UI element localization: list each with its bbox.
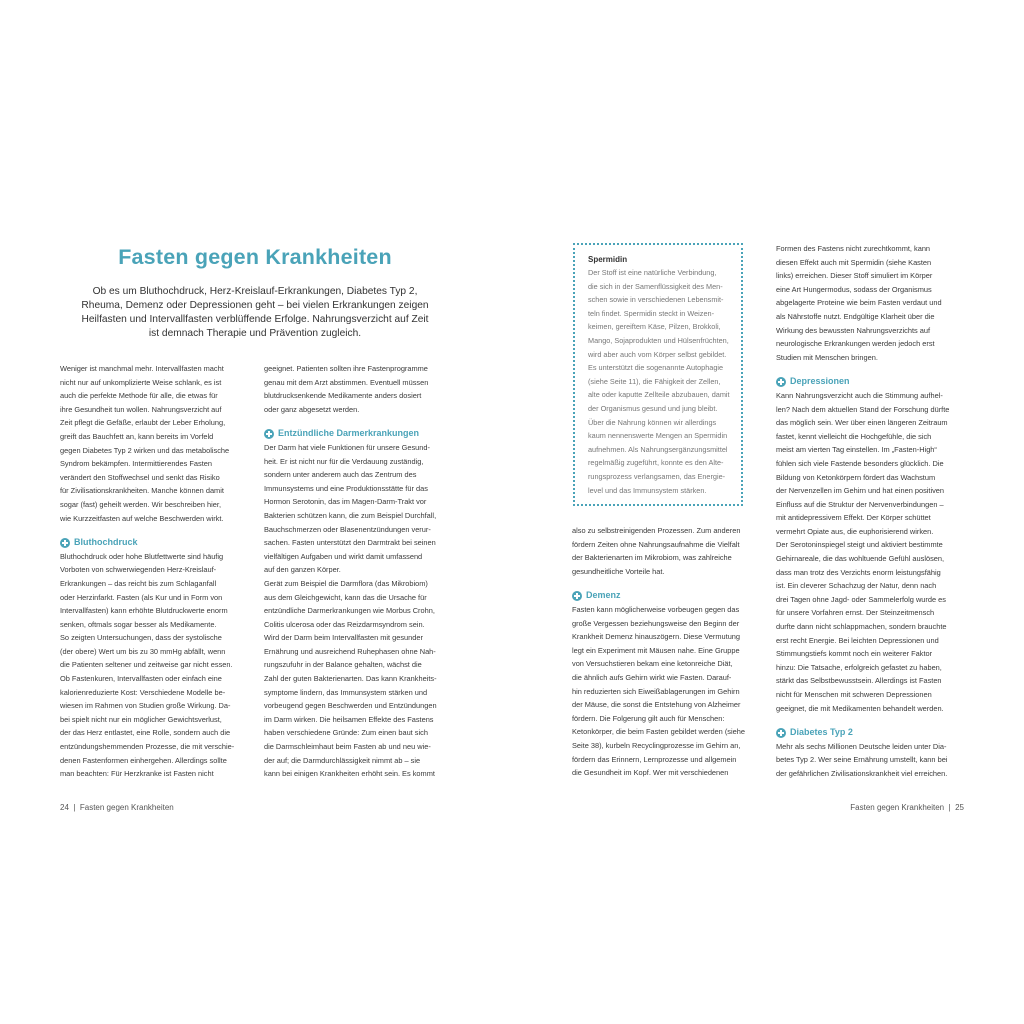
text-line: als Nährstoffe nutzt. Endgültige Klarheit über die: [776, 311, 935, 321]
text-line: der auf; die Darmdurchlässigkeit nimmt ab – sie: [264, 755, 421, 765]
info-box-line: Mango, Sojaprodukten und Hülsenfrüchten,: [588, 335, 729, 345]
text-line: So zeigten Untersuchungen, dass der systolische: [60, 633, 222, 643]
text-line: denen Fastenformen einhergehen. Allerdings sollte: [60, 755, 227, 765]
text-line: entzündliche Darmerkrankungen wie Morbus Crohn,: [264, 606, 435, 616]
info-box-line: keimen, gereiftem Käse, Pilzen, Brokkoli,: [588, 322, 721, 332]
text-line: vermehrt Opiate aus, die euphorisierend wirken.: [776, 526, 934, 536]
heading-label: Bluthochdruck: [74, 537, 138, 548]
text-line: also zu selbstreinigenden Prozessen. Zum anderen: [572, 526, 741, 535]
text-line: abgelagerte Proteine wie beim Fasten verdaut und: [776, 298, 942, 308]
text-line: Einfluss auf die Struktur der Nervenverbindungen –: [776, 499, 944, 509]
text-line: nicht für Menschen mit schweren Depressionen: [776, 690, 932, 699]
column-4: [776, 242, 963, 781]
text-line: Formen des Fastens nicht zurechtkommt, kann: [776, 244, 931, 253]
text-line: der Bakterienarten im Mikrobiom, was zahlreiche: [572, 553, 732, 563]
text-line: fastet, kennt vielleicht die Hochgefühle, die sich: [776, 431, 932, 441]
text-line: Weniger ist manchmal mehr. Intervallfasten macht: [60, 364, 224, 373]
text-line: Kann Nahrungsverzicht auch die Stimmung aufhel-: [776, 390, 943, 400]
text-line: Studien mit Menschen bringen.: [776, 352, 878, 362]
info-box-line: teln findet. Spermidin steckt in Weizen-: [588, 308, 714, 318]
text-line: Immunsystems und eine Produktionsstätte für das: [264, 483, 428, 493]
text-line: wiesen im Rahmen von Studien große Wirkung. Da-: [60, 701, 231, 711]
intro-line: Ob es um Bluthochdruck, Herz-Kreislauf-Erkrankungen, Diabetes Typ 2,: [92, 286, 418, 297]
text-line: mit antidepressivem Effekt. Der Körper schüttet: [776, 513, 931, 523]
text-line: sachen. Fasten unterstützt den Darmtrakt bei seinen: [264, 538, 436, 548]
footer-right-folio: Fasten gegen Krankheiten | 25: [850, 803, 964, 812]
text-line: verändert den Stoffwechsel und senkt das Risiko: [60, 472, 220, 482]
text-line: Fasten kann möglicherweise vorbeugen gegen das: [572, 604, 740, 614]
text-line: für unsere Vorfahren ernst. Der Steinzeitmensch: [776, 608, 935, 618]
col4-body2-text: [776, 740, 963, 781]
info-box-line: aufnehmen. Als Nahrungsergänzungsmittel: [588, 444, 728, 454]
text-line: rungszufuhr in der Balance gehalten, wächst die: [264, 660, 422, 670]
intro-line: Rheuma, Demenz oder Depressionen geht – bei vielen Erkrankungen zeigen: [81, 300, 429, 311]
text-line: senken, oftmals sogar besser als Medikamente.: [60, 619, 217, 629]
text-line: geeignet. Patienten sollten ihre Fastenprogramme: [264, 364, 428, 373]
plus-circle-icon: [60, 538, 70, 548]
footer-left-folio: 24 | Fasten gegen Krankheiten: [60, 803, 174, 812]
text-line: dass man trotz des Verzichts enorm leistungsfähig: [776, 567, 941, 577]
info-box-line: level und das Immunsystem stärken.: [588, 485, 707, 495]
text-line: eine Art Hungermodus, sodass der Organismus: [776, 284, 932, 294]
info-box-line: schen sowie in verschiedenen Lebensmit-: [588, 295, 724, 305]
info-box-line: kaum nennenswerte Mengen an Spermidin: [588, 431, 728, 441]
col4-top-text: [776, 242, 963, 364]
text-line: Gerät zum Beispiel die Darmflora (das Mikrobiom): [264, 578, 428, 588]
text-line: erst recht Energie. Bei leichten Depressionen und: [776, 635, 939, 645]
text-line: hinzu: Die Tatsache, erfolgreich gefastet zu haben,: [776, 662, 942, 672]
section-heading-depressionen: [776, 375, 963, 389]
text-line: diesen Effekt auch mit Spermidin (siehe Kasten: [776, 257, 932, 267]
text-line: nicht nur auf unkomplizierte Weise schlank, es ist: [60, 377, 222, 387]
text-line: durfte dann nicht schlappmachen, sondern brauchte: [776, 622, 947, 632]
text-line: Der Serotoninspiegel steigt und aktiviert bestimmte: [776, 540, 943, 550]
text-line: fördern das Erinnern, Lernprozesse und allgemein: [572, 754, 737, 764]
heading-label: Depressionen: [790, 376, 850, 387]
col4-body1-text: [776, 389, 963, 715]
text-line: oder Herzinfarkt. Fasten (als Kur und in Form von: [60, 592, 223, 602]
plus-circle-icon: [572, 591, 582, 601]
text-line: symptome lindern, das Immunsystem stärken und: [264, 687, 428, 697]
info-box-line: wird aber auch vom Körper selbst gebildet.: [588, 349, 727, 359]
text-line: die Gesundheit im Kopf. Wer mit verschiedenen: [572, 768, 729, 778]
text-line: Intervallfasten) kann erhöhte Blutdruckwerte enorm: [60, 606, 228, 616]
text-line: legt ein Experiment mit Mäusen nahe. Eine Gruppe: [572, 645, 740, 655]
col2-body-text: [264, 441, 451, 781]
column-2: [264, 362, 451, 781]
heading-label: Diabetes Typ 2: [790, 727, 853, 738]
text-line: fördern Zeiten ohne Nahrungsaufnahme die Vielfalt: [572, 539, 740, 549]
section-heading-bluthochdruck: [60, 536, 247, 550]
text-line: links) erreichen. Dieser Stoff simuliert im Körper: [776, 271, 933, 281]
col1-body-text: [60, 550, 247, 781]
text-line: gegen Diabetes Typ 2 wirken und das metabolische: [60, 445, 230, 455]
page-title: Fasten gegen Krankheiten: [118, 245, 392, 269]
text-line: kann bei einigen Krankheiten erhöht sein. Es kommt: [264, 769, 435, 779]
column-1: [60, 362, 247, 781]
text-line: geeignet, die mit Medikamenten behandelt werden.: [776, 703, 944, 713]
text-line: Bakterien schützen kann, die zum Beispiel Durchfall,: [264, 510, 437, 520]
text-line: (der obere) Wert um bis zu 30 mmHg abfällt, wenn: [60, 646, 226, 656]
text-line: stärkt das Selbstbewusstsein. Allerdings ist Fasten: [776, 676, 942, 686]
text-line: die ähnlich aufs Gehirn wirkt wie Fasten. Darauf-: [572, 672, 732, 682]
text-line: meist am vierten Tag einstellen. Im „Fasten-High“: [776, 445, 937, 455]
text-line: ihre Gesundheit tun wollen. Nahrungsverzicht auf: [60, 404, 222, 414]
text-line: sogar (fast) geheilt werden. Wir beschreiben hier,: [60, 499, 222, 509]
text-line: Colitis ulcerosa oder das Reizdarmsyndrom sein.: [264, 619, 425, 629]
text-line: fühlen sich viele Fastende besonders glücklich. Die: [776, 458, 944, 468]
text-line: bei spielt nicht nur ein möglicher Gewichtsverlust,: [60, 714, 222, 724]
plus-circle-icon: [264, 429, 274, 439]
text-line: Wirkung des bewussten Nahrungsverzichts auf: [776, 325, 931, 335]
section-heading-demenz: [572, 589, 759, 603]
text-line: das möglich sein. Wer über einen längeren Zeitraum: [776, 418, 948, 428]
text-line: drei Tagen ohne Jagd- oder Sammelerfolg wurde es: [776, 594, 946, 604]
text-line: Der Darm hat viele Funktionen für unsere Gesund-: [264, 442, 430, 452]
col2-top-text: [264, 362, 451, 416]
text-line: der Mäuse, die sonst die Entstehung von Alzheimer: [572, 700, 741, 710]
text-line: vielfältigen Aufgaben und wirkt damit umfassend: [264, 551, 423, 561]
text-line: Wird der Darm beim Intervallfasten mit gesunder: [264, 633, 423, 643]
text-line: heit. Er ist nicht nur für die Verdauung zuständig,: [264, 456, 424, 466]
text-line: Vorboten von schwerwiegenden Herz-Kreislauf-: [60, 565, 217, 575]
text-line: Ernährung und ausreichend Ruhephasen ohne Nah-: [264, 646, 436, 656]
text-line: Mehr als sechs Millionen Deutsche leiden unter Dia-: [776, 741, 947, 751]
text-line: Syndrom bekämpfen. Intermittierendes Fasten: [60, 459, 212, 469]
section-heading-diabetes: [776, 726, 963, 740]
text-line: Zeit pflegt die Gefäße, erlaubt der Leber Erholung,: [60, 418, 226, 428]
text-line: gesundheitliche Vorteile hat.: [572, 566, 665, 576]
text-line: greift das Bauchfett an, kann bereits im Vorfeld: [60, 431, 214, 441]
text-line: wie Kurzzeitfasten auf welche Beschwerden wirkt.: [60, 513, 224, 523]
heading-label: Entzündliche Darmerkrankungen: [278, 428, 420, 439]
text-line: ist. Ein cleverer Schachzug der Natur, denn nach: [776, 581, 937, 591]
info-box-line: der Organismus gesund und jung bleibt.: [588, 403, 718, 413]
info-box-line: alte oder kaputte Zellteile abzubauen, damit: [588, 390, 730, 400]
text-line: die Patienten seltener und zeitweise gar nicht essen.: [60, 660, 233, 670]
text-line: blutdrucksenkende Medikamente anders dosiert: [264, 391, 422, 401]
info-box-line: die sich in der Samenflüssigkeit des Men-: [588, 281, 723, 291]
text-line: neurologische Erkrankungen werden jedoch erst: [776, 339, 935, 349]
text-line: für Zivilisationskrankheiten. Manche können damit: [60, 486, 224, 496]
text-line: auf den ganzen Körper.: [264, 565, 341, 575]
text-line: len? Nach dem aktuellen Stand der Forschung dürfte: [776, 404, 950, 414]
spermidin-info-box: [573, 243, 743, 506]
text-line: sondern unter anderem auch das Zentrum des: [264, 470, 417, 480]
text-line: Stimmungstiefs kommt noch ein weiterer Faktor: [776, 649, 933, 659]
heading-label: Demenz: [586, 590, 621, 601]
plus-circle-icon: [776, 728, 786, 738]
plus-circle-icon: [776, 377, 786, 387]
text-line: Bluthochdruck oder hohe Blutfettwerte sind häufig: [60, 551, 224, 561]
info-box-line: Der Stoff ist eine natürliche Verbindung,: [588, 268, 717, 277]
info-box-line: regelmäßig zugeführt, konnte es den Alte-: [588, 458, 724, 468]
info-box-line: rungsprozess verlangsamen, das Energie-: [588, 471, 726, 481]
column-3: [572, 524, 759, 780]
text-line: große Vergessen beziehungsweise den Beginn der: [572, 618, 740, 628]
col3-top-text: [572, 524, 759, 578]
text-line: haben verschiedene Gründe: Zum einen baut sich: [264, 728, 428, 738]
text-line: aus dem Gleichgewicht, kann das die Ursache für: [264, 592, 427, 602]
text-line: fördern. Die Folgerung gilt auch für Menschen:: [572, 713, 725, 723]
info-box-text: [588, 266, 741, 497]
col3-body-text: [572, 603, 759, 780]
info-box-title: Spermidin: [588, 255, 628, 264]
text-line: kalorienreduzierte Kost: Verschiedene Modelle be-: [60, 687, 226, 697]
text-line: auch die perfekte Methode für alle, die etwas für: [60, 391, 218, 401]
text-line: Gehirnareale, die das wohltuende Gefühl auslösen,: [776, 554, 945, 564]
text-line: entzündungshemmenden Prozesse, die mit verschie-: [60, 742, 235, 752]
text-line: Krankheit Demenz hinauszögern. Diese Vermutung: [572, 632, 741, 642]
info-box-line: Über die Nahrung können wir allerdings: [588, 417, 717, 427]
section-heading-darmerkrankungen: [264, 427, 451, 441]
text-line: hin reduzierten sich Eiweißablagerungen im Gehirn: [572, 686, 740, 696]
info-box-line: (siehe Seite 11), die Fähigkeit der Zellen,: [588, 376, 721, 386]
col1-intro-text: [60, 362, 247, 525]
intro-paragraph: [60, 285, 450, 341]
text-line: genau mit dem Arzt abstimmen. Eventuell müssen: [264, 377, 429, 387]
text-line: Ketonkörper, die beim Fasten gebildet werden (siehe: [572, 727, 745, 737]
text-line: Erkrankungen – das reicht bis zum Schlaganfall: [60, 578, 217, 588]
text-line: man beachten: Für Herzkranke ist Fasten nicht: [60, 769, 214, 779]
intro-line: ist demnach Therapie und Prävention zugleich.: [148, 328, 362, 339]
text-line: betes Typ 2. Wer seine Ernährung umstellt, kann bei: [776, 755, 948, 765]
text-line: Hormon Serotonin, das im Magen-Darm-Trakt vor: [264, 497, 427, 507]
intro-line: Heilfasten und Intervallfasten verblüffende Erfolge. Nahrungsverzicht auf Zeit: [81, 314, 429, 325]
text-line: im Darm wirken. Die heilsamen Effekte des Fastens: [264, 714, 434, 724]
text-line: die Darmschleimhaut beim Fasten ab und neu wie-: [264, 742, 431, 752]
text-line: vorbeugend gegen Beschwerden und Entzündungen: [264, 701, 437, 711]
text-line: Ob Fastenkuren, Intervallfasten oder einfach eine: [60, 674, 222, 684]
text-line: der gefährlichen Zivilisationskrankheit viel erreichen.: [776, 768, 948, 778]
text-line: Seite 38), kurbeln Recyclingprozesse im Gehirn an,: [572, 740, 741, 750]
text-line: der Nervenzellen im Gehirn und hat einen positiven: [776, 486, 945, 496]
text-line: der das Herz entlastet, eine Rolle, sondern auch die: [60, 728, 231, 738]
info-box-line: Es unterstützt die sogenannte Autophagie: [588, 363, 724, 373]
text-line: Bildung von Ketonkörpern fördert das Wachstum: [776, 472, 936, 482]
text-line: von Versuchstieren bekam eine ketonreiche Diät,: [572, 659, 733, 669]
text-line: Bauchschmerzen oder Blasenentzündungen verur-: [264, 524, 431, 534]
text-line: oder ganz abgesetzt werden.: [264, 404, 360, 414]
text-line: Zahl der guten Bakterienarten. Das kann Krankheits-: [264, 674, 437, 684]
